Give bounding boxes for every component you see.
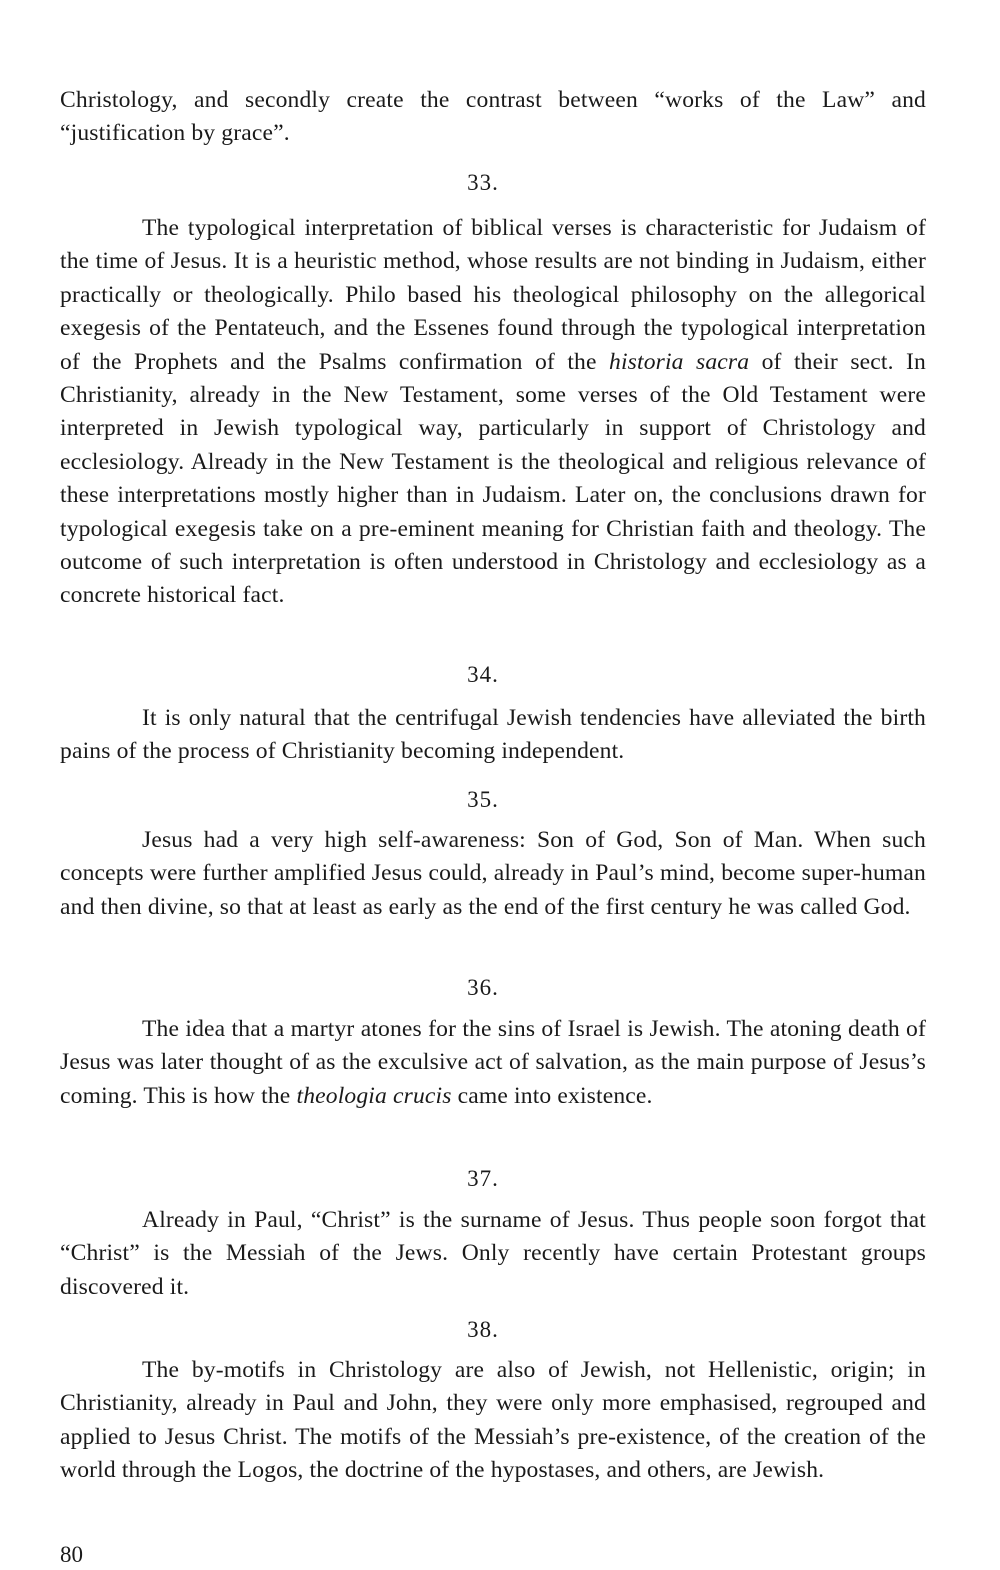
section-number-38: 38. (467, 1317, 499, 1342)
section-number-33: 33. (467, 170, 499, 195)
paragraph-37: Already in Paul, “Christ” is the surname of Jesus. Thus people soon forgot that “Christ” is the Messiah of the Jews. Only recently have certain Protestant groups discovered it. (60, 1207, 926, 1300)
italic-term: theologia crucis (296, 1082, 452, 1109)
paragraph-continuation: Christology, and secondly create the contrast between “works of the Law” and “justification by grace”. (60, 87, 926, 147)
section-number-37: 37. (467, 1166, 499, 1191)
paragraph-34: It is only natural that the centrifugal Jewish tendencies have alleviated the birth pains of the process of Christianity becoming independent. (60, 705, 926, 765)
section-number-36: 36. (467, 975, 499, 1000)
section-number-34: 34. (467, 662, 499, 687)
italic-term: historia sacra (609, 348, 750, 375)
paragraph-35: Jesus had a very high self-awareness: Son of God, Son of Man. When such concepts were further amplified Jesus could, already in Paul’s mind, become super-human and then divine, so that at least as early as the end of the first century he was called God. (60, 827, 926, 920)
paragraph-38: The by-motifs in Christology are also of Jewish, not Hellenistic, origin; in Christianity, already in Paul and John, they were only more emphasised, regrouped and applied to Jesus Christ. The motifs of the Messiah’s pre-existence, of the creation of the world through the Logos, the doctrine of the hypostases, and others, are Jewish. (60, 1357, 926, 1484)
paragraph-36: The idea that a martyr atones for the sins of Israel is Jewish. The atoning death of Jesus was later thought of as the exculsive act of salvation, as the main purpose of Jesus’s coming. This is how the theologia crucis came into existence. (60, 1016, 926, 1109)
paragraph-33: The typological interpretation of biblical verses is characteristic for Judaism of the time of Jesus. It is a heuristic method, whose results are not binding in Judaism, either practically or theologically. Philo based his theological philosophy on the allegorical exegesis of the Pentateuch, and the Essenes found through the typological interpretation of the Prophets and the Psalms confirmation of the historia sacra of their sect. In Christianity, already in the New Testament, some verses of the Old Testament were interpreted in Jewish typological way, particularly in support of Christology and ecclesiology. Already in the New Testament is the theological and religious relevance of these interpretations mostly higher than in Judaism. Later on, the conclusions drawn for typological exegesis take on a pre-eminent meaning for Christian faith and theology. The outcome of such interpretation is often understood in Christology and ecclesiology as a concrete historical fact. (60, 215, 926, 609)
page-number: 80 (60, 1542, 83, 1567)
section-number-35: 35. (467, 787, 499, 812)
